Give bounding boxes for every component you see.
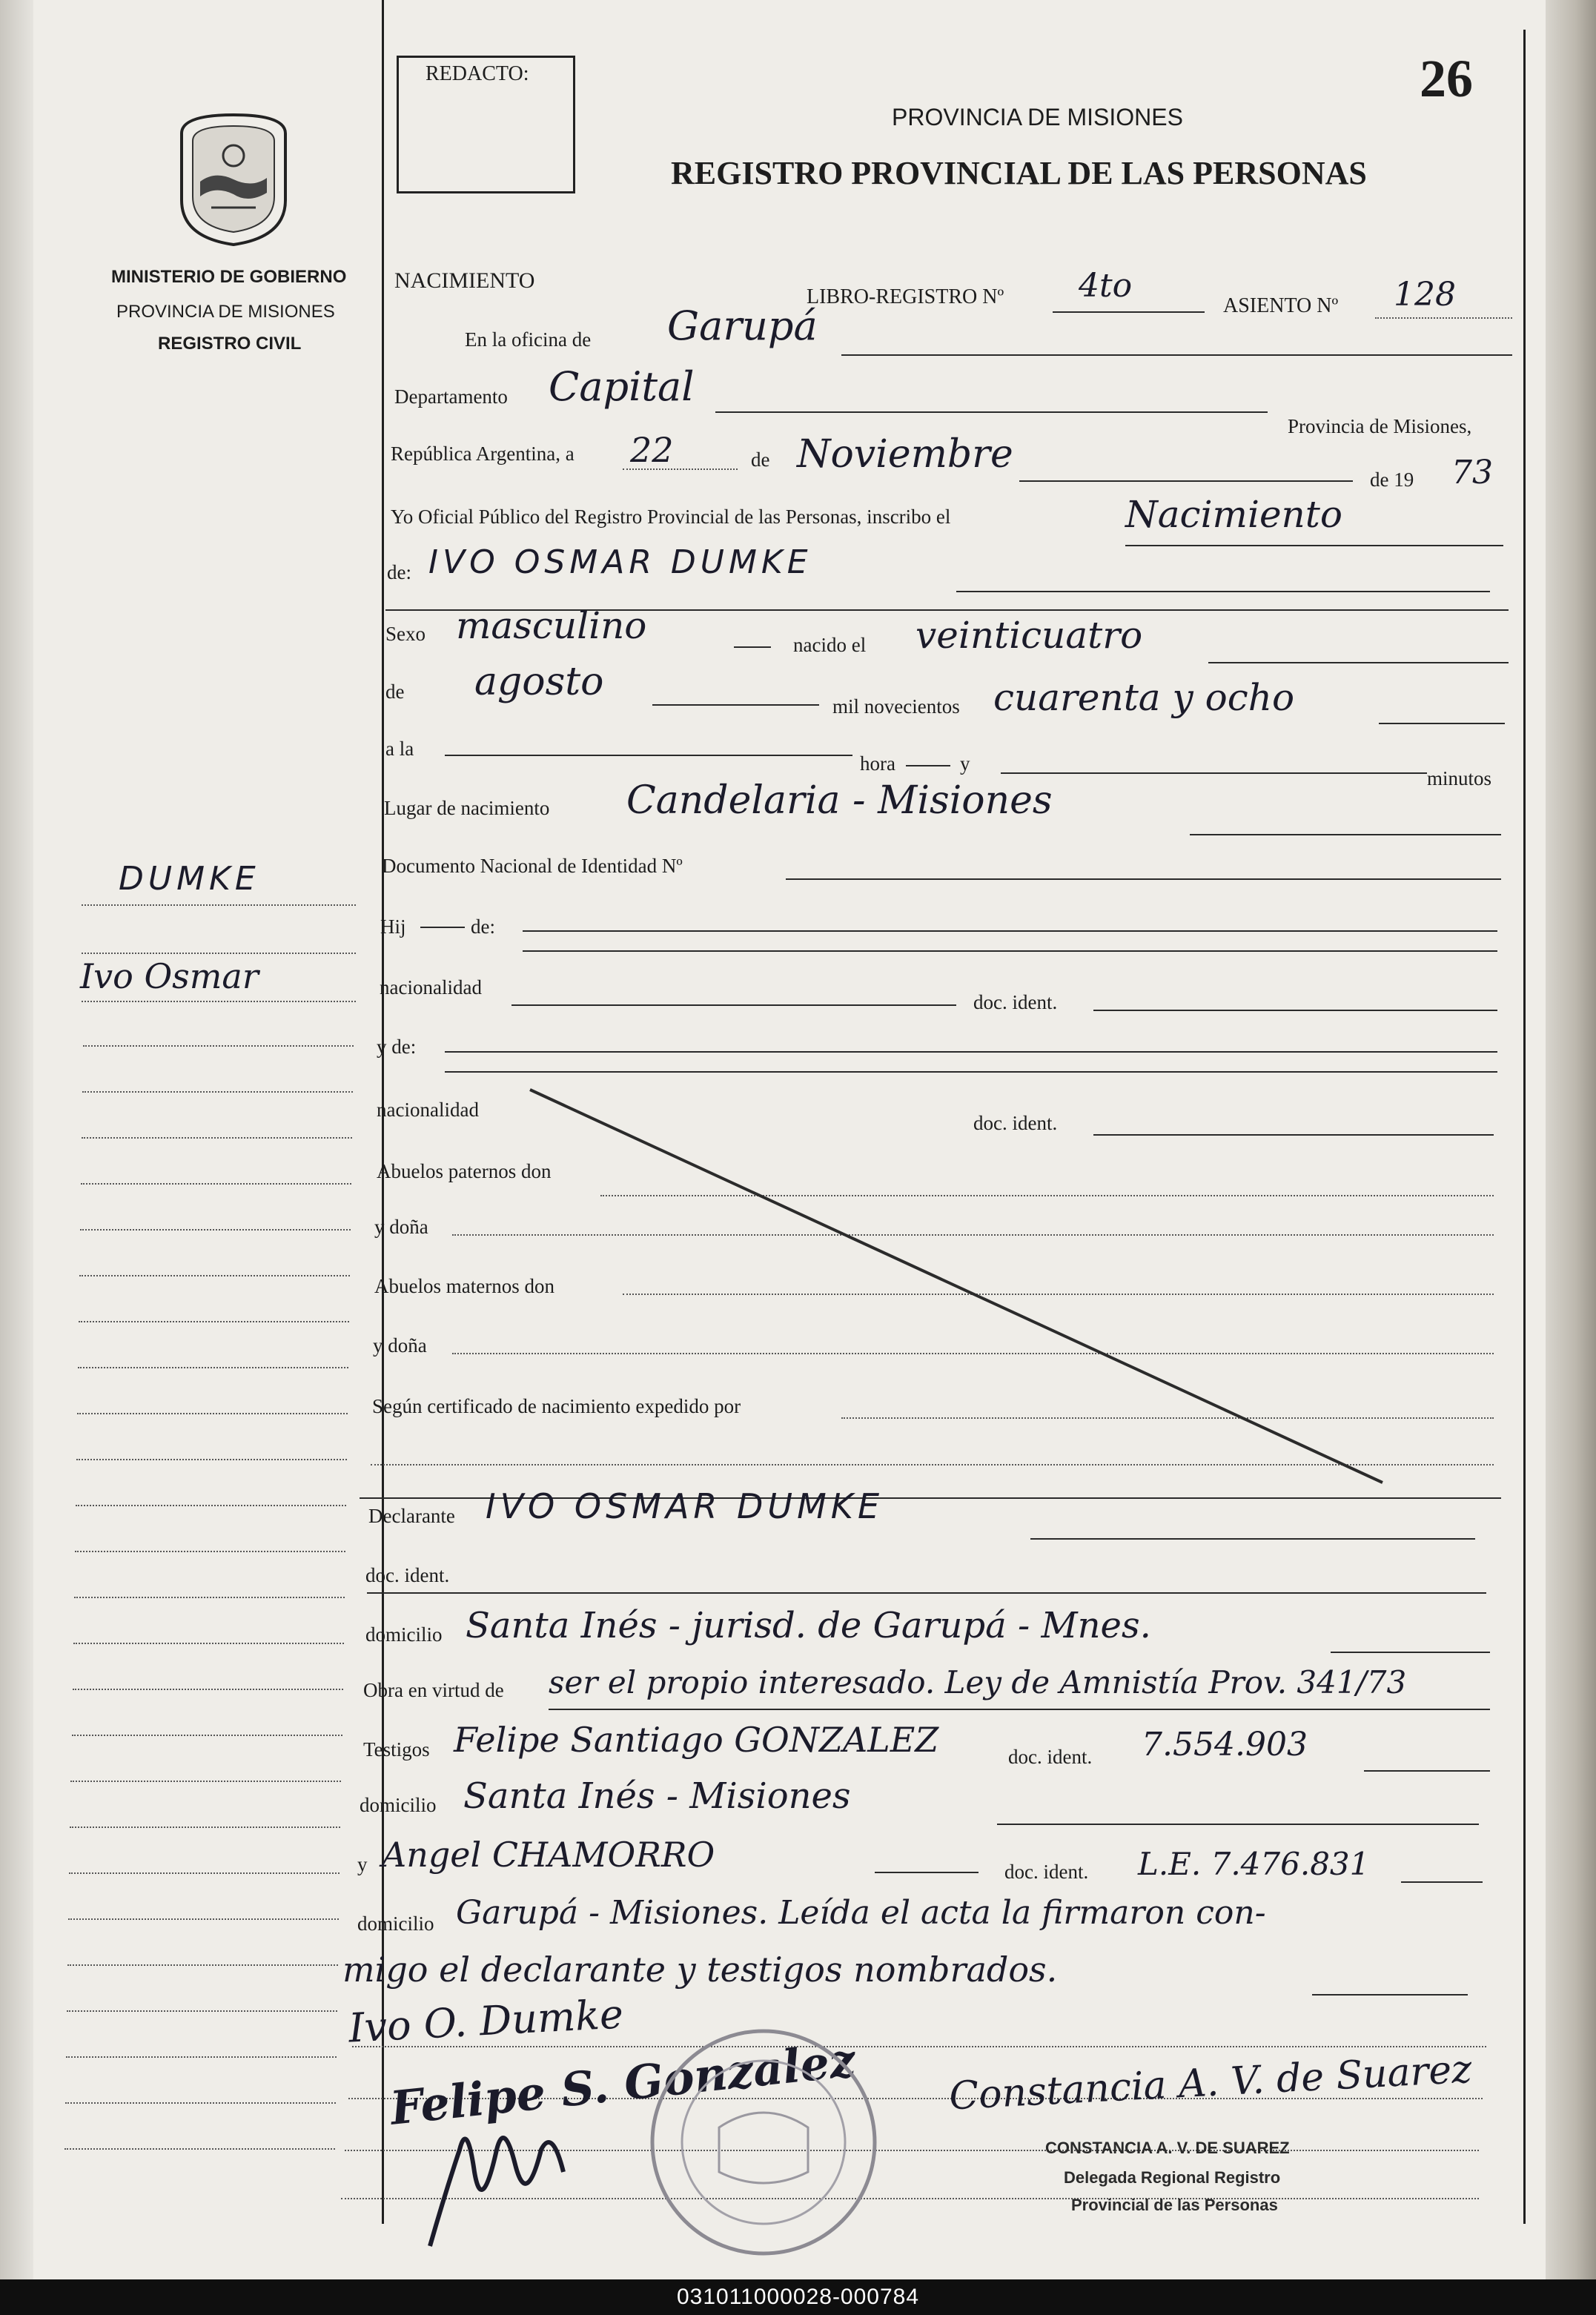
margin-dots xyxy=(65,2102,336,2104)
margin-given-names: Ivo Osmar xyxy=(80,956,259,996)
sexo-value: masculino xyxy=(456,604,647,647)
oficina-label: En la oficina de xyxy=(465,328,592,351)
margin-dots xyxy=(77,1413,348,1414)
margin-dots xyxy=(75,1551,345,1552)
closing-underline xyxy=(1312,1994,1468,1996)
de-month-label: de xyxy=(385,680,405,703)
margin-dots xyxy=(82,1091,353,1093)
domicilio-label: domicilio xyxy=(357,1912,434,1935)
oficial-text: Yo Oficial Público del Registro Provincial de las Personas, inscribo el xyxy=(391,506,951,528)
margin-dots xyxy=(82,953,356,954)
inscribo-value: Nacimiento xyxy=(1125,493,1342,536)
testigo2-domicilio: Garupá - Misiones. Leída el acta la firmaron con- xyxy=(456,1894,1266,1932)
lugar-line xyxy=(1190,834,1501,835)
certificado-label: Según certificado de nacimiento expedido por xyxy=(372,1395,741,1417)
margin-dots xyxy=(74,1597,345,1598)
hora-dash-line xyxy=(445,755,852,756)
signature-delegada: Constancia A. V. de Suarez xyxy=(947,2047,1473,2119)
asiento-label: ASIENTO Nº xyxy=(1223,294,1339,317)
registry-title: REGISTRO PROVINCIAL DE LAS PERSONAS xyxy=(671,155,1367,191)
lugar-label: Lugar de nacimiento xyxy=(384,797,550,819)
y-label: y xyxy=(357,1853,368,1875)
testigo1-domicilio-line xyxy=(997,1824,1479,1825)
hijo-line xyxy=(523,930,1497,932)
oficina-line xyxy=(841,354,1512,356)
testigo2-doc-line xyxy=(1401,1881,1483,1883)
departamento-value: Capital xyxy=(549,363,695,410)
margin-dots xyxy=(82,1137,352,1139)
hijo-label: Hij xyxy=(380,915,406,938)
book-spine xyxy=(0,0,33,2279)
a-la-label: a la xyxy=(385,738,414,760)
cancellation-stroke xyxy=(519,1082,1394,1497)
libro-label: LIBRO-REGISTRO Nº xyxy=(807,285,1004,308)
closing-line: migo el declarante y testigos nombrados. xyxy=(342,1950,1058,1990)
testigo2-name: Angel CHAMORRO xyxy=(382,1835,715,1875)
margin-dots xyxy=(81,1183,351,1185)
day-value: 22 xyxy=(630,430,674,470)
departamento-label: Departamento xyxy=(394,385,508,408)
testigo1-doc: 7.554.903 xyxy=(1142,1726,1308,1763)
republica-label: República Argentina, a xyxy=(391,443,575,465)
stamp-line-1: CONSTANCIA A. V. DE SUAREZ xyxy=(1045,2139,1290,2157)
margin-dots xyxy=(79,1275,350,1276)
testigo1-name: Felipe Santiago GONZALEZ xyxy=(454,1720,939,1760)
right-rule xyxy=(1523,30,1526,2224)
signature-scrawl xyxy=(415,2105,608,2253)
margin-dots xyxy=(68,1918,339,1920)
name-line xyxy=(956,591,1490,592)
libro-value: 4to xyxy=(1079,267,1133,305)
birth-month-value: agosto xyxy=(474,660,604,704)
margin-surname: DUMKE xyxy=(119,860,260,898)
margin-dots xyxy=(76,1505,346,1506)
y-de-label: y de: xyxy=(377,1036,417,1058)
signature-testigo: Felipe S. Gonzalez xyxy=(387,2033,858,2136)
de-year-label: de 19 xyxy=(1370,468,1414,491)
margin-dots xyxy=(70,1827,340,1828)
doc-ident-line xyxy=(1093,1010,1497,1011)
margin-dots xyxy=(78,1367,348,1368)
act-type-label: NACIMIENTO xyxy=(394,268,535,293)
dni-label: Documento Nacional de Identidad Nº xyxy=(382,855,683,877)
inscribo-line xyxy=(1125,545,1503,546)
hora-label: hora xyxy=(860,752,895,775)
page-edge xyxy=(1546,0,1596,2279)
image-id-text: 031011000028-000784 xyxy=(676,2285,920,2309)
doc-ident-label: doc. ident. xyxy=(365,1564,450,1586)
doc-ident-label: doc. ident. xyxy=(973,991,1058,1013)
month-value: Noviembre xyxy=(797,432,1013,477)
nacionalidad-label: nacionalidad xyxy=(377,1099,479,1121)
coat-of-arms-seal xyxy=(170,111,297,248)
redacto-box xyxy=(397,56,575,193)
minutos-line xyxy=(1001,772,1427,774)
stamp-line-2: Delegada Regional Registro xyxy=(1064,2168,1281,2187)
margin-dots xyxy=(79,1321,349,1322)
margin-dots xyxy=(73,1689,343,1690)
image-id-bar xyxy=(0,2279,1596,2315)
y-de-line-2 xyxy=(445,1071,1497,1073)
nacionalidad-label: nacionalidad xyxy=(380,976,482,998)
margin-dots xyxy=(67,1964,338,1966)
lugar-value: Candelaria - Misiones xyxy=(626,778,1053,823)
testigo1-line xyxy=(1364,1770,1490,1772)
obra-label: Obra en virtud de xyxy=(363,1679,504,1701)
stamp-line-3: Provincial de las Personas xyxy=(1071,2196,1278,2214)
month-line xyxy=(1019,480,1353,482)
minutos-label: minutos xyxy=(1427,767,1492,789)
nacido-value: veinticuatro xyxy=(915,614,1143,657)
nacido-label: nacido el xyxy=(793,634,867,656)
sexo-line xyxy=(734,646,771,648)
year-value: 73 xyxy=(1451,454,1493,491)
domicilio-line xyxy=(1331,1652,1490,1653)
libro-line xyxy=(1053,311,1205,313)
birth-year-value: cuarenta y ocho xyxy=(993,676,1295,719)
y-label: y xyxy=(960,752,970,775)
sexo-label: Sexo xyxy=(385,623,426,645)
declarante-doc-line xyxy=(367,1592,1486,1594)
margin-dots xyxy=(64,2148,335,2150)
dni-line xyxy=(786,878,1501,880)
testigo2-doc: L.E. 7.476.831 xyxy=(1138,1846,1370,1882)
registered-name: IVO OSMAR DUMKE xyxy=(428,543,812,581)
obra-value: ser el propio interesado. Ley de Amnistía Prov. 341/73 xyxy=(549,1664,1407,1700)
margin-dots xyxy=(67,2010,337,2012)
declarante-label: Declarante xyxy=(368,1505,455,1527)
declarante-value: IVO OSMAR DUMKE xyxy=(486,1486,884,1526)
obra-line xyxy=(549,1709,1490,1710)
margin-dots xyxy=(73,1643,344,1644)
y-de-line xyxy=(445,1051,1497,1053)
de-label: de xyxy=(751,448,770,471)
birth-year-line xyxy=(1379,723,1505,724)
testigo2-line xyxy=(875,1872,979,1873)
abuelos-paternos-label: Abuelos paternos don xyxy=(377,1160,552,1182)
abuelos-maternos-label: Abuelos maternos don xyxy=(374,1275,554,1297)
margin-dots xyxy=(69,1872,340,1874)
de-name-label: de: xyxy=(387,561,411,583)
doc-ident-label: doc. ident. xyxy=(1008,1746,1093,1768)
signature-dots xyxy=(352,2046,1486,2047)
nacido-line xyxy=(1208,662,1509,663)
hora-line xyxy=(906,765,950,766)
mil-label: mil novecientos xyxy=(832,695,960,718)
provincia-suffix: Provincia de Misiones, xyxy=(1288,415,1472,437)
margin-dots xyxy=(66,2056,337,2058)
testigo1-domicilio: Santa Inés - Misiones xyxy=(463,1775,851,1817)
ministry-label: MINISTERIO DE GOBIERNO xyxy=(111,267,347,287)
official-round-seal xyxy=(630,2016,897,2261)
doc-ident-label: doc. ident. xyxy=(1004,1861,1089,1883)
hijo-dash xyxy=(420,927,465,928)
margin-dots xyxy=(72,1735,342,1736)
day-line xyxy=(623,468,738,470)
birth-month-line xyxy=(652,704,819,706)
civil-registry-label: REGISTRO CIVIL xyxy=(158,334,302,354)
y-dona-label: y doña xyxy=(373,1334,427,1357)
signature-declarante: Ivo O. Dumke xyxy=(347,1990,625,2052)
asiento-line xyxy=(1375,317,1512,319)
margin-dots xyxy=(70,1781,341,1782)
province-heading: PROVINCIA DE MISIONES xyxy=(892,104,1183,130)
margin-dots xyxy=(83,1045,354,1047)
domicilio-label: domicilio xyxy=(360,1794,437,1816)
nacionalidad-line xyxy=(511,1004,956,1006)
margin-dots xyxy=(82,904,356,906)
margin-dots xyxy=(76,1459,347,1460)
domicilio-label: domicilio xyxy=(365,1623,443,1646)
testigos-label: Testigos xyxy=(363,1738,430,1761)
asiento-value: 128 xyxy=(1394,276,1456,314)
hijo-de-label: de: xyxy=(471,915,495,938)
oficina-value: Garupá xyxy=(667,302,818,349)
page-number: 26 xyxy=(1420,49,1473,108)
doc-ident-label: doc. ident. xyxy=(973,1112,1058,1134)
departamento-line xyxy=(715,411,1268,413)
margin-dots xyxy=(82,1001,356,1002)
redacto-label: REDACTO: xyxy=(426,62,529,85)
ministry-province-label: PROVINCIA DE MISIONES xyxy=(116,302,335,322)
declarante-line xyxy=(1030,1538,1475,1540)
margin-dots xyxy=(80,1229,351,1231)
y-dona-label: y doña xyxy=(374,1216,428,1238)
hijo-line-2 xyxy=(523,950,1497,952)
domicilio-value: Santa Inés - jurisd. de Garupá - Mnes. xyxy=(466,1605,1151,1646)
